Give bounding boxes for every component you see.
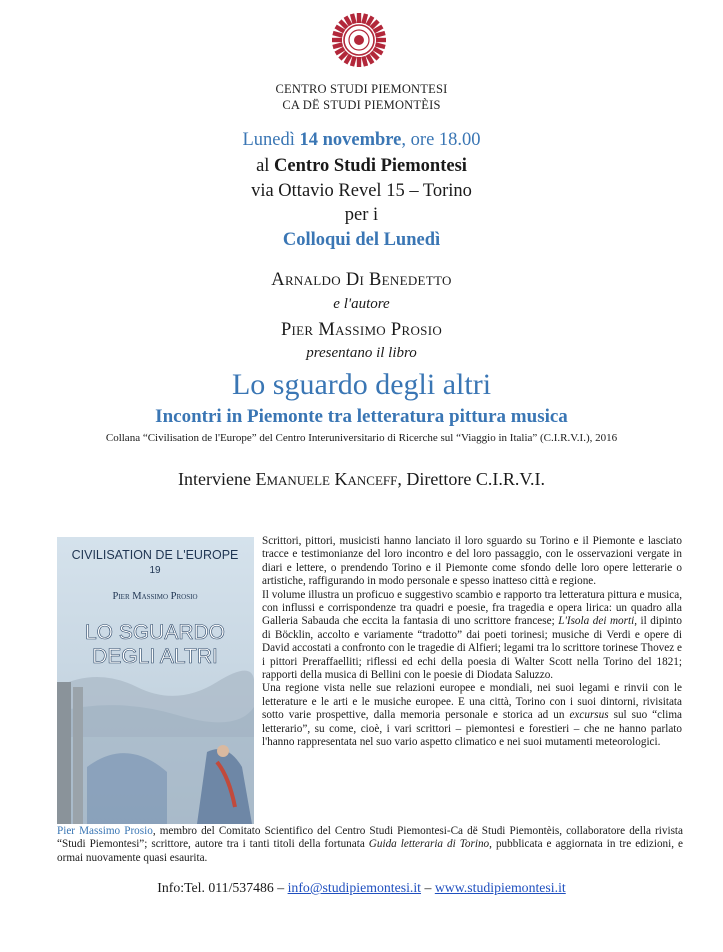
org-name-piedmontese: CA DË STUDI PIEMONTÈIS — [282, 98, 441, 112]
website-link[interactable]: www.studipiemontesi.it — [434, 880, 566, 895]
event-date: Lunedì 14 novembre, ore 18.00 — [242, 130, 481, 150]
rosette-logo-icon — [329, 10, 389, 70]
presenting-label: presentano il libro — [306, 345, 417, 361]
speaker-connector: e l'autore — [333, 296, 390, 312]
speaker-name-2: Pier Massimo Prosio — [280, 320, 443, 340]
event-address: via Ottavio Revel 15 – Torino — [251, 181, 472, 201]
email-link[interactable]: info@studipiemontesi.it — [287, 880, 422, 895]
cover-number: 19 — [149, 565, 161, 576]
speaker-name-1: Arnaldo Di Benedetto — [271, 270, 452, 290]
cover-series: CIVILISATION DE L'EUROPE — [71, 548, 239, 562]
bio-author-name: Pier Massimo Prosio — [57, 825, 153, 837]
book-cover-image — [57, 537, 254, 824]
event-per: per i — [344, 205, 379, 225]
book-description — [262, 535, 682, 750]
cover-author: Pier Massimo Prosio — [112, 591, 198, 602]
org-name: CENTRO STUDI PIEMONTESI — [275, 82, 448, 96]
event-series: Colloqui del Lunedì — [282, 230, 441, 250]
description-paragraph-1: Scrittori, pittori, musicisti hanno lanciato il loro sguardo su Torino e il Piemonte e lasciato tracce e testimonianze del loro incontro e del loro passaggio, con le osservazioni vergate in diari e lettere, o prendendo Torino e il Piemonte come sfondo delle loro opere letterarie o artistiche, raffigurando in modo personale e spesso inatteso città e regione. — [262, 535, 682, 588]
book-title: Lo sguardo degli altri — [231, 368, 492, 401]
author-bio: Pier Massimo Prosio, membro del Comitato Scientifico del Centro Studi Piemontesi-Ca dë Studi Piemontèis, collaboratore della rivista “Studi Piemontesi”; scrittore, autore tra i tanti titoli della fortunata Guida letteraria di Torino, pubblicata e aggiornata in tre edizioni, e ormai nuovamente quasi esaurita. — [57, 825, 683, 864]
book-series-note: Collana “Civilisation de l'Europe” del Centro Interuniversitario di Ricerche sul “Viaggio in Italia” (C.I.R.V.I.), 2016 — [105, 432, 618, 444]
contact-info: Info:Tel. 011/537486 – info@studipiemontesi.it – www.studipiemontesi.it — [157, 880, 566, 895]
description-paragraph-3: Una regione vista nelle sue relazioni europee e mondiali, nei suoi legami e rinvii con le letterature e le arti e le musiche europee. E una città, Torino con i suoi dintorni, rivisitata sotto varie prospettive, dalla memoria personale e storica ad un excursus sul suo “clima letterario”, su come, cioè, i vari scrittori – piemontesi e forestieri – che ne hanno parlato l'hanno rappresentata nel suo vario aspetto climatico e nei suoi mutamenti meteorologici. — [262, 682, 682, 749]
description-paragraph-2: Il volume illustra un proficuo e suggestivo scambio e rapporto tra letteratura pittura e musica, con influssi e corrispondenze tra quadri e poesie, fra tragedia e opera lirica: un quadro alla Galleria Sabauda che eccita la fantasia di uno scrittore francese; L'Isola dei morti, il dipinto di Böcklin, accolto e variamente “tradotto” dai poeti torinesi; musiche di Verdi e opere di David accostati a confronto con le tragedie di Alfieri; legami tra lo scrittore torinese Thovez e i pittori Preraffaelliti; riflessi ed echi della poesia di Walter Scott nella Torino del 1821; rapporti della musica di Bellini con le poesie di Diodata Saluzzo. — [262, 588, 682, 682]
event-venue: al Centro Studi Piemontesi — [256, 156, 467, 176]
book-subtitle: Incontri in Piemonte tra letteratura pittura musica — [155, 406, 568, 427]
guest-speaker: Interviene Emanuele Kanceff, Direttore C.I.R.V.I. — [177, 469, 545, 489]
cover-title-line2: DEGLI ALTRI — [92, 645, 218, 668]
cover-title-line1: LO SGUARDO — [84, 621, 226, 644]
